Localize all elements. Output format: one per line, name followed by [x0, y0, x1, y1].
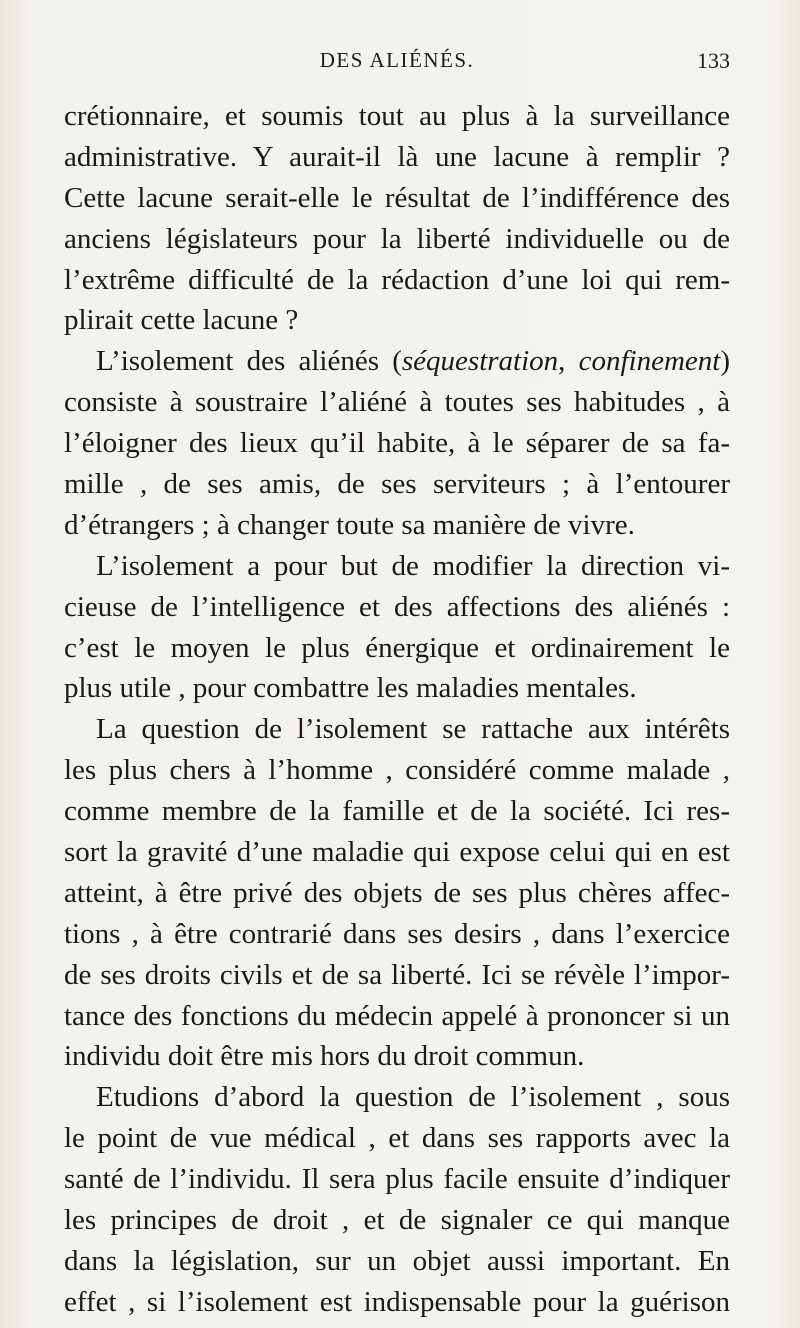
text-line: comme membre de la famille et de la société. Ici res- — [64, 795, 730, 828]
text-segment: L’isolement des aliénés ( — [96, 345, 402, 378]
text-line: les principes de droit , et de signaler ce qui manque — [64, 1204, 730, 1237]
page-number: 133 — [697, 48, 730, 73]
italic-term: confinement — [578, 345, 721, 378]
text-line: d’étrangers ; à changer toute sa manière de vivre. — [64, 508, 635, 541]
text-line: crétionnaire, et soumis tout au plus à la surveillance — [64, 100, 730, 132]
text-line: atteint, à être privé des objets de ses plus chères affec- — [64, 876, 730, 909]
text-line: consiste à soustraire l’aliéné à toutes ses habitudes , à — [64, 386, 730, 419]
text-line: mille , de ses amis, de ses serviteurs ; à l’entourer — [64, 468, 730, 501]
text-line: tance des fonctions du médecin appelé à prononcer si un — [64, 999, 730, 1032]
text-line — [64, 341, 730, 382]
text-line: individu doit être mis hors du droit commun. — [64, 1040, 585, 1073]
text-line: l’extrême difficulté de la rédaction d’une loi qui rem- — [64, 263, 730, 296]
body-text — [64, 96, 730, 1323]
text-line: Etudions d’abord la question de l’isolement , sous — [96, 1081, 730, 1114]
text-line: santé de l’individu. Il sera plus facile ensuite d’indiquer — [64, 1163, 730, 1196]
text-line: anciens législateurs pour la liberté individuelle ou de — [64, 222, 730, 255]
text-line: tions , à être contrarié dans ses desirs , dans l’exercice — [64, 917, 730, 950]
text-line: le point de vue médical , et dans ses rapports avec la — [64, 1122, 730, 1155]
text-line: effet , si l’isolement est indispensable pour la guérison — [64, 1285, 730, 1318]
text-line: Cette lacune serait-elle le résultat de l’indifférence des — [64, 181, 730, 214]
running-title: DES ALIÉNÉS. — [319, 48, 475, 72]
page-header — [64, 44, 730, 80]
text-line: L’isolement a pour but de modifier la direction vi- — [96, 549, 730, 582]
text-line: La question de l’isolement se rattache aux intérêts — [96, 713, 730, 746]
text-segment: ) — [720, 345, 731, 378]
text-line: l’éloigner des lieux qu’il habite, à le séparer de sa fa- — [64, 427, 730, 460]
text-line: les plus chers à l’homme , considéré comme malade , — [64, 754, 730, 787]
text-line: plirait cette lacune ? — [64, 304, 299, 337]
text-line: cieuse de l’intelligence et des affections des aliénés : — [64, 590, 730, 623]
text-line: sort la gravité d’une maladie qui expose celui qui en est — [64, 836, 730, 869]
text-line: administrative. Y aurait-il là une lacune à remplir ? — [64, 140, 730, 173]
text-line: c’est le moyen le plus énergique et ordinairement le — [64, 631, 730, 664]
text-line: plus utile , pour combattre les maladies mentales. — [64, 672, 637, 705]
text-line: dans la législation, sur un objet aussi important. En — [64, 1244, 730, 1277]
text-line: de ses droits civils et de sa liberté. Ici se révèle l’impor- — [64, 958, 730, 991]
text-segment: , — [558, 345, 579, 378]
italic-term: séquestration — [401, 345, 559, 378]
